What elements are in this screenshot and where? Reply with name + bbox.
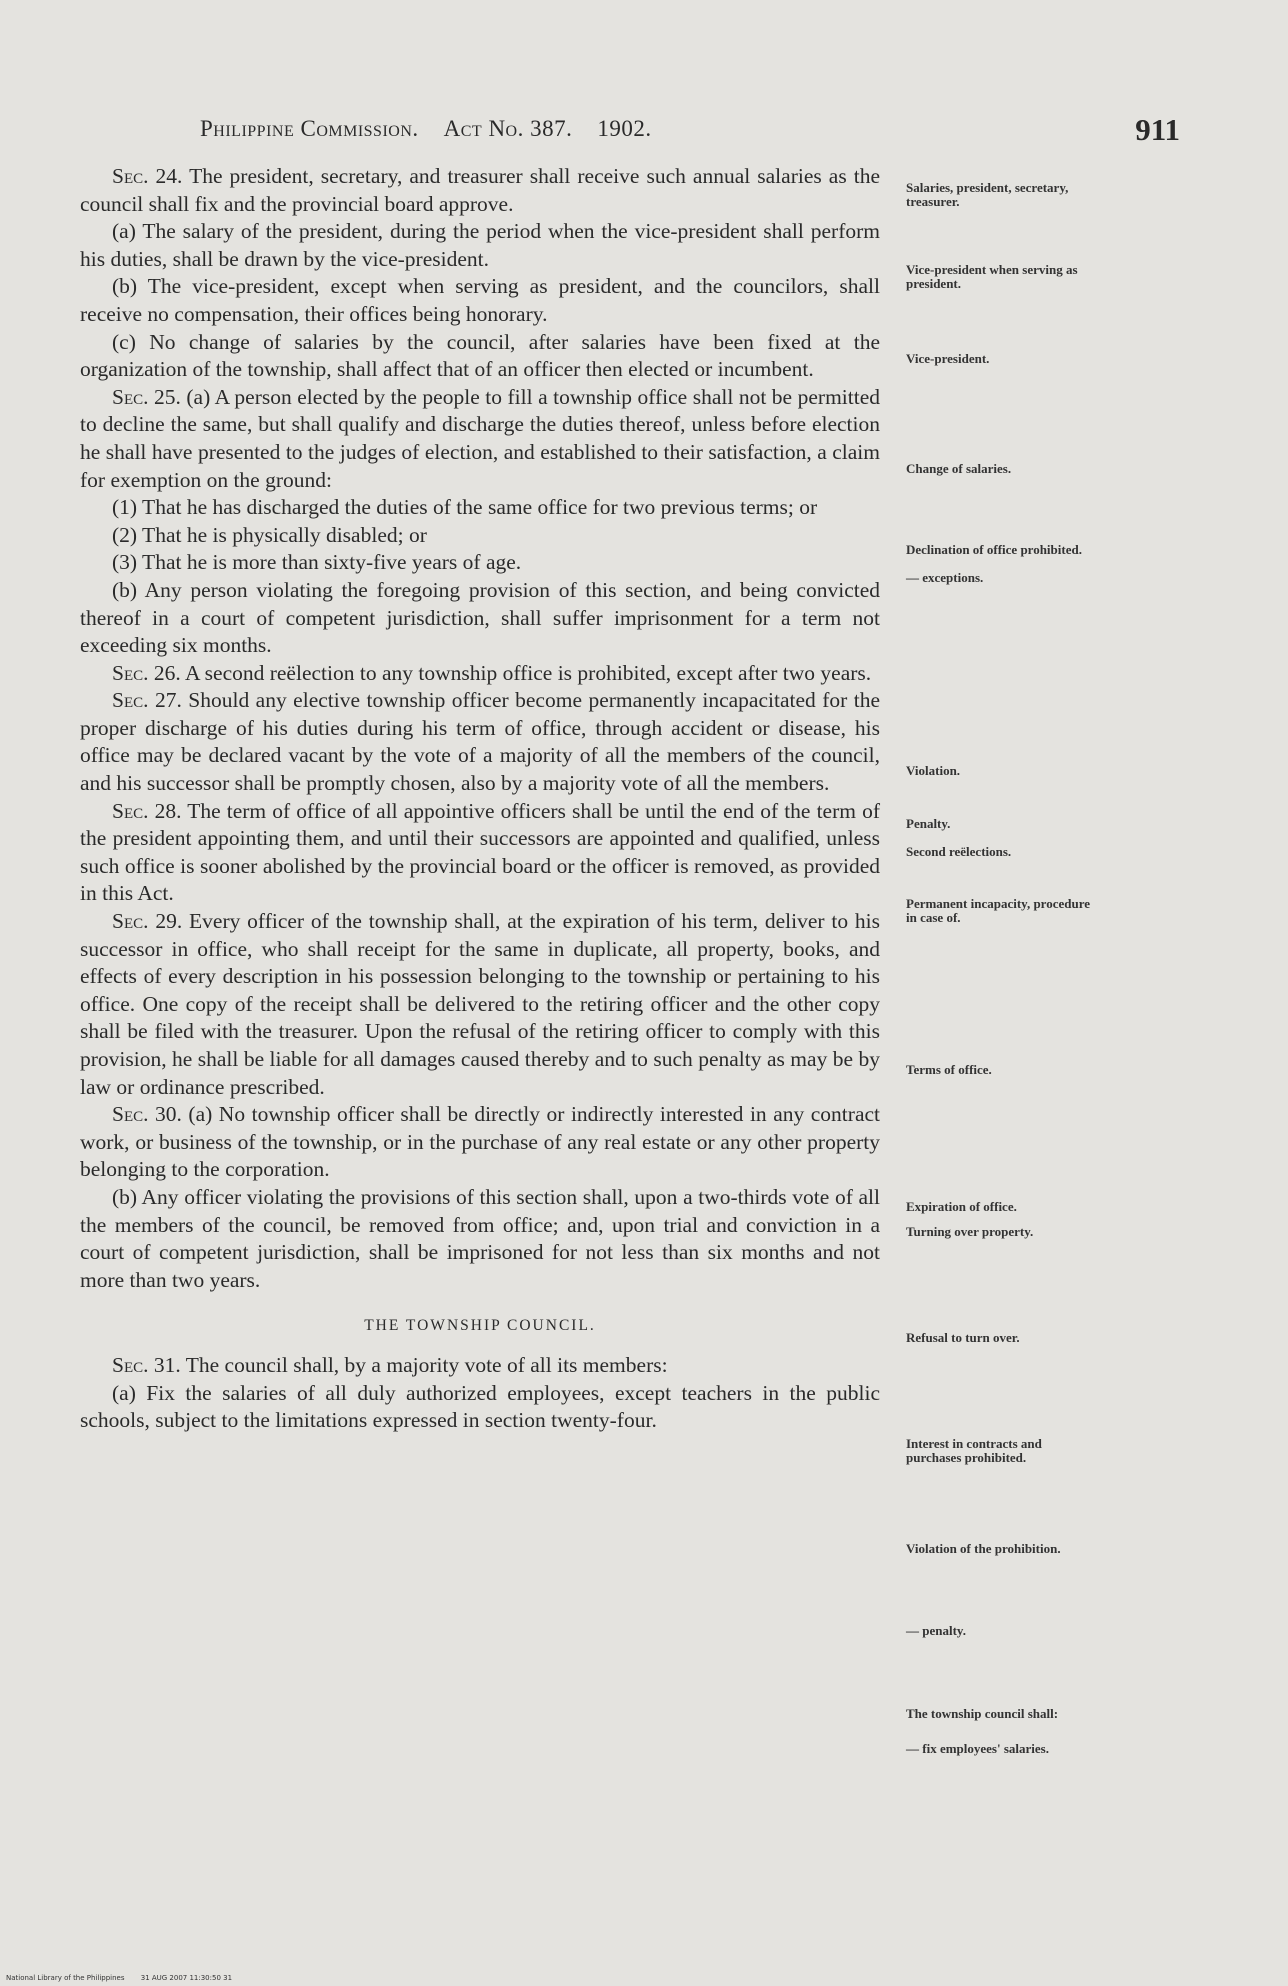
page-number: 911 <box>1135 112 1180 147</box>
margin-note: Second reëlections. <box>906 844 1012 859</box>
margin-note: Vice-president when serving as president. <box>906 262 1078 291</box>
section-number: Sec. 28. <box>112 798 182 823</box>
paragraph <box>80 577 880 660</box>
section-heading: THE TOWNSHIP COUNCIL. <box>364 1317 596 1335</box>
paragraph-text: (a) No township officer shall be directly or indirectly interested in any contract work, or business of the township, or in the purchase of any real estate or any other property belonging to the corporation. <box>80 1102 880 1182</box>
margin-note: Turning over property. <box>906 1224 1034 1239</box>
paragraph <box>80 522 880 550</box>
margin-note: Interest in contracts and purchases prohibited. <box>906 1436 1042 1465</box>
paragraph-text: (3) That he is more than sixty-five years of age. <box>112 550 522 575</box>
paragraph-text: (1) That he has discharged the duties of the same office for two previous terms; or <box>112 495 818 520</box>
section-number: Sec. 30. <box>112 1102 182 1127</box>
act-number: Act No. 387. <box>443 116 573 141</box>
margin-note: Permanent incapacity, procedure in case of. <box>906 896 1091 925</box>
margin-note: The township council shall: <box>906 1706 1059 1721</box>
paragraph <box>80 660 880 688</box>
footer-id: 31 AUG 2007 11:30:50 31 <box>140 1974 233 1982</box>
paragraph <box>80 1184 880 1294</box>
margin-note: Terms of office. <box>906 1062 992 1077</box>
margin-note: — penalty. <box>906 1623 966 1638</box>
margin-note: Salaries, president, secretary, treasurer. <box>906 180 1069 209</box>
section-number: Sec. 26. <box>112 660 181 685</box>
paragraph <box>80 329 880 384</box>
section-number: Sec. 27. <box>112 688 182 713</box>
paragraph-text: Should any elective township officer become permanently incapacitated for the proper discharge of his duties during his term of office, through accident or disease, his office may be declared vacant by the vote of a majority of all the members of the council, and his successor shall be promptly chosen, also by a majority vote of all the members. <box>80 688 881 796</box>
margin-note: Vice-president. <box>906 351 990 366</box>
paragraph-text: The president, secretary, and treasurer shall receive such annual salaries as the council shall fix and the provincial board approve. <box>80 164 880 216</box>
paragraph <box>80 549 880 577</box>
section-number: Sec. 25. <box>112 384 181 409</box>
paragraph <box>80 798 880 908</box>
paragraph-text: (b) The vice-president, except when serving as president, and the councilors, shall receive no compensation, their offices being honorary. <box>80 274 880 326</box>
paragraph <box>80 1380 880 1435</box>
margin-note: — exceptions. <box>906 570 984 585</box>
margin-note: Violation. <box>906 763 961 778</box>
paragraph-text: (a) Fix the salaries of all duly authorized employees, except teachers in the public schools, subject to the limitations expressed in section twenty-four. <box>80 1380 880 1433</box>
paragraph-text: (2) That he is physically disabled; or <box>112 522 427 547</box>
paragraph <box>80 1101 880 1184</box>
paragraph <box>80 494 880 522</box>
paragraph <box>80 218 880 273</box>
margin-note: — fix employees' salaries. <box>906 1741 1049 1756</box>
paragraph-text: (a) A person elected by the people to fill a township office shall not be permitted to decline the same, but shall qualify and discharge the duties thereof, unless before election he shall have presented to the judges of election, and established to their satisfaction, a claim for exemption on the ground: <box>80 384 881 492</box>
section-number: Sec. 29. <box>112 909 183 934</box>
margin-note: Violation of the prohibition. <box>906 1541 1061 1556</box>
running-title: Philippine Commission. <box>200 116 419 141</box>
margin-note: Expiration of office. <box>906 1199 1017 1214</box>
paragraph-text: Every officer of the township shall, at the expiration of his term, deliver to his successor in office, who shall receipt for the same in duplicate, all property, books, and effects of every description in his possession belonging to the township or pertaining to his office. One copy of the receipt shall be delivered to the retiring officer and the other copy shall be filed with the treasurer. Upon the refusal of the retiring officer to comply with this provision, he shall be liable for all damages caused thereby and to such penalty as may be by law or ordinance prescribed. <box>80 909 880 1099</box>
paragraph <box>80 163 880 218</box>
margin-note: Penalty. <box>906 816 951 831</box>
body-text <box>80 163 880 1435</box>
paragraph <box>80 273 880 328</box>
paragraph-text: A second reëlection to any township office is prohibited, except after two years. <box>180 660 872 685</box>
running-head <box>200 116 652 142</box>
act-year: 1902. <box>597 116 652 141</box>
paragraph-text: (b) Any officer violating the provisions of this section shall, upon a two-thirds vote of all the members of the council, be removed from office; and, upon trial and conviction in a court of competent jurisdiction, shall be imprisoned for not less than six months and not more than two years. <box>80 1184 880 1292</box>
paragraph <box>80 384 880 494</box>
margin-note: Change of salaries. <box>906 461 1012 476</box>
paragraph-text: (b) Any person violating the foregoing provision of this section, and being convicted thereof in a court of competent jurisdiction, shall suffer imprisonment for a term not exceeding six months. <box>80 577 880 658</box>
paragraph <box>80 1352 880 1380</box>
margin-note: Refusal to turn over. <box>906 1330 1020 1345</box>
paragraph-text: The term of office of all appointive officers shall be until the end of the term of the president appointing them, and until their successors are appointed and qualified, unless such office is sooner abolished by the provincial board or the officer is removed, as provided in this Act. <box>80 798 881 906</box>
scan-footer <box>6 1974 246 1982</box>
paragraph <box>80 908 880 1101</box>
page-header <box>200 112 1180 152</box>
paragraph-text: The council shall, by a majority vote of all its members: <box>180 1352 668 1377</box>
paragraph <box>80 687 880 797</box>
section-number: Sec. 31. <box>112 1352 181 1377</box>
footer-library: National Library of the Philippines <box>6 1974 125 1982</box>
paragraph-text: (c) No change of salaries by the council, after salaries have been fixed at the organization of the township, shall affect that of an officer then elected or incumbent. <box>80 329 880 382</box>
paragraph-text: (a) The salary of the president, during the period when the vice-president shall perform his duties, shall be drawn by the vice-president. <box>80 219 880 271</box>
margin-note: Declination of office prohibited. <box>906 542 1082 557</box>
section-number: Sec. 24. <box>112 164 183 188</box>
